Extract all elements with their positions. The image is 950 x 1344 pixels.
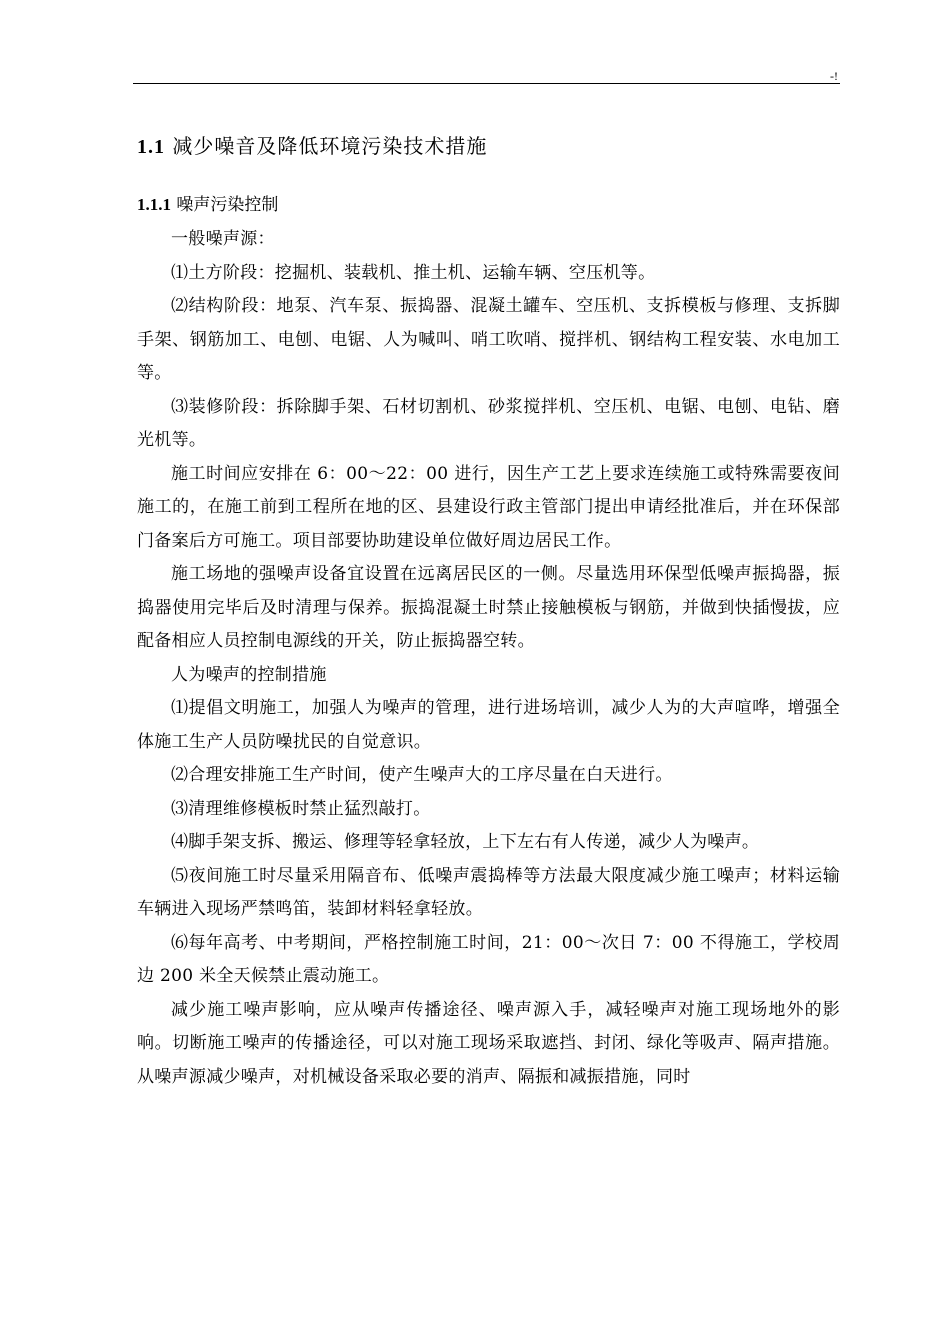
paragraph-equipment-placement: 施工场地的强噪声设备宜设置在远离居民区的一侧。尽量选用环保型低噪声振捣器，振捣器使用完毕后及时清理与保养。振捣混凝土时禁止接触模板与钢筋，并做到快插慢拔，应配备相应人员控制电源线的开关，防止振捣器空转。	[137, 564, 840, 651]
subsection-title-text: 噪声污染控制	[176, 195, 279, 215]
header-rule	[133, 83, 840, 84]
paragraph-earthwork-stage: ⑴土方阶段：挖掘机、装载机、推土机、运输车辆、空压机等。	[171, 262, 656, 283]
paragraph-noise-reduction: 减少施工噪声影响，应从噪声传播途径、噪声源入手，减轻噪声对施工现场地外的影响。切断施工噪声的传播途径，可以对施工现场采取遮挡、封闭、绿化等吸声、隔声措施。从噪声源减少噪声，对机械设备采取必要的消声、隔振和减振措施，同时	[137, 999, 840, 1087]
paragraph-decoration-stage: ⑶装修阶段：拆除脚手架、石材切割机、砂浆搅拌机、空压机、电锯、电刨、电钻、磨光机等。	[137, 396, 840, 450]
paragraph-human-noise-heading: 人为噪声的控制措施	[171, 664, 327, 685]
paragraph-construction-hours: 施工时间应安排在 6：00～22：00 进行，因生产工艺上要求连续施工或特殊需要夜间施工的，在施工前到工程所在地的区、县建设行政主管部门提出申请经批准后，并在环保部门备案后方可施工。项目部要协助建设单位做好周边居民工作。	[137, 463, 840, 551]
document-body	[137, 131, 840, 1094]
section-heading	[137, 131, 840, 162]
paragraph-formwork-cleaning: ⑶清理维修模板时禁止猛烈敲打。	[171, 798, 431, 819]
page-marker: -!	[830, 69, 838, 83]
paragraph-structure-stage: ⑵结构阶段：地泵、汽车泵、振捣器、混凝土罐车、空压机、支拆模板与修理、支拆脚手架、钢筋加工、电刨、电锯、人为喊叫、哨工吹哨、搅拌机、钢结构工程安装、水电加工等。	[137, 296, 840, 383]
subsection-heading	[137, 193, 840, 217]
paragraph-scheduling: ⑵合理安排施工生产时间，使产生噪声大的工序尽量在白天进行。	[171, 765, 673, 785]
paragraph-scaffold-handling: ⑷脚手架支拆、搬运、修理等轻拿轻放，上下左右有人传递，减少人为噪声。	[171, 832, 760, 852]
paragraph-night-work: ⑸夜间施工时尽量采用隔音布、低噪声震捣棒等方法最大限度减少施工噪声；材料运输车辆进入现场严禁鸣笛，装卸材料轻拿轻放。	[137, 865, 840, 919]
section-title-text: 减少噪音及降低环境污染技术措施	[172, 134, 488, 158]
paragraph-exam-period: ⑹每年高考、中考期间，严格控制施工时间，21：00～次日 7：00 不得施工，学校周边 200 米全天候禁止震动施工。	[137, 932, 840, 986]
subsection-number: 1.1.1	[137, 195, 171, 214]
section-number: 1.1	[137, 136, 165, 158]
paragraph-civilized-construction: ⑴提倡文明施工，加强人为噪声的管理，进行进场培训，减少人为的大声喧哗，增强全体施工生产人员防噪扰民的自觉意识。	[137, 698, 840, 752]
paragraph-noise-sources-intro: 一般噪声源：	[171, 229, 275, 249]
